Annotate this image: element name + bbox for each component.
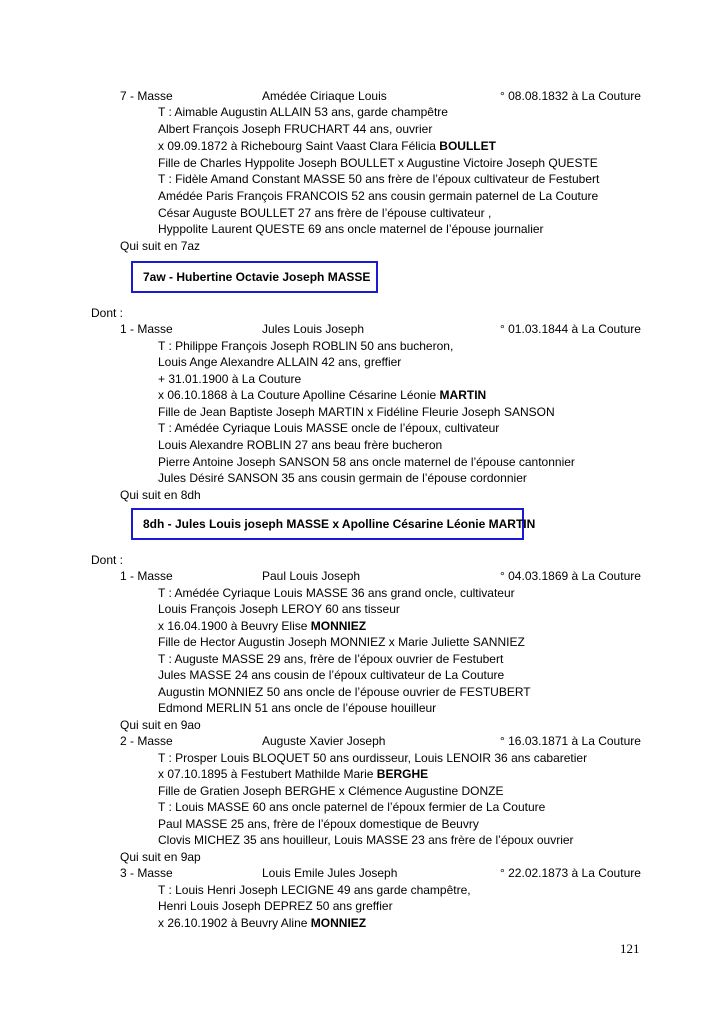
witness-line: Amédée Paris François FRANCOIS 52 ans cousin germain paternel de La Couture	[158, 189, 599, 203]
entry-birth: ° 22.02.1873 à La Couture	[500, 866, 641, 880]
marriage-line	[158, 916, 366, 931]
witness-line: Paul MASSE 25 ans, frère de l’époux domestique de Beuvry	[158, 817, 479, 831]
spouse-surname: MONNIEZ	[310, 916, 367, 930]
marriage-text: x 07.10.1895 à Festubert Mathilde Marie	[158, 767, 377, 781]
parents-line: Fille de Jean Baptiste Joseph MARTIN x Fidéline Fleurie Joseph SANSON	[158, 405, 555, 419]
section-heading-box	[131, 261, 378, 293]
entry-name: Louis Emile Jules Joseph	[262, 866, 398, 880]
witness-line: Louis François Joseph LEROY 60 ans tisseur	[158, 602, 400, 616]
witness-line: T : Louis Henri Joseph LECIGNE 49 ans garde champêtre,	[158, 883, 471, 897]
marriage-line	[158, 139, 496, 154]
witness-line: T : Louis MASSE 60 ans oncle paternel de l’époux fermier de La Couture	[158, 800, 546, 814]
spouse-surname: BOULLET	[439, 139, 496, 153]
entry-birth: ° 08.08.1832 à La Couture	[500, 89, 641, 103]
entry-number: 3 - Masse	[120, 866, 173, 880]
marriage-text: x 16.04.1900 à Beuvry Elise	[158, 619, 311, 633]
section-heading-box	[131, 508, 536, 540]
entry-birth: ° 16.03.1871 à La Couture	[500, 734, 641, 748]
entry-name: Auguste Xavier Joseph	[262, 734, 386, 748]
follow-reference: Qui suit en 8dh	[120, 488, 201, 502]
marriage-text: x 09.09.1872 à Richebourg Saint Vaast Clara Félicia	[158, 139, 440, 153]
witness-line: Louis Ange Alexandre ALLAIN 42 ans, greffier	[158, 355, 402, 369]
witness-line: Louis Alexandre ROBLIN 27 ans beau frère bucheron	[158, 438, 443, 452]
section-heading: 7aw - Hubertine Octavie Joseph MASSE	[143, 269, 371, 284]
witness-line: T : Amédée Cyriaque Louis MASSE oncle de l’époux, cultivateur	[158, 421, 500, 435]
dont-label: Dont :	[91, 306, 124, 320]
witness-line: T : Prosper Louis BLOQUET 50 ans ourdisseur, Louis LENOIR 36 ans cabaretier	[158, 751, 588, 765]
parents-line: Fille de Gratien Joseph BERGHE x Clémence Augustine DONZE	[158, 784, 504, 798]
entry-number: 1 - Masse	[120, 569, 173, 583]
witness-line: T : Auguste MASSE 29 ans, frère de l’époux ouvrier de Festubert	[158, 652, 504, 666]
witness-line: T : Philippe François Joseph ROBLIN 50 ans bucheron,	[158, 339, 454, 353]
page-number: 121	[620, 941, 640, 956]
section-heading: 8dh - Jules Louis joseph MASSE x Apolline Césarine Léonie MARTIN	[143, 516, 536, 531]
witness-line: T : Amédée Cyriaque Louis MASSE 36 ans grand oncle, cultivateur	[158, 586, 515, 600]
follow-reference: Qui suit en 9ap	[120, 850, 201, 864]
follow-reference: Qui suit en 7az	[120, 239, 201, 253]
witness-line: Edmond MERLIN 51 ans oncle de l’épouse houilleur	[158, 701, 437, 715]
entry-name: Amédée Ciriaque Louis	[262, 89, 387, 103]
follow-reference: Qui suit en 9ao	[120, 718, 201, 732]
entry-birth: ° 01.03.1844 à La Couture	[500, 322, 641, 336]
witness-line: Augustin MONNIEZ 50 ans oncle de l’épouse ouvrier de FESTUBERT	[158, 685, 531, 699]
witness-line: T : Aimable Augustin ALLAIN 53 ans, garde champêtre	[158, 105, 448, 119]
witness-line: Clovis MICHEZ 35 ans houilleur, Louis MASSE 23 ans frère de l’époux ouvrier	[158, 833, 574, 847]
witness-line: T : Fidèle Amand Constant MASSE 50 ans frère de l’époux cultivateur de Festubert	[158, 172, 600, 186]
marriage-line	[158, 388, 486, 403]
parents-line: Fille de Charles Hyppolite Joseph BOULLET x Augustine Victoire Joseph QUESTE	[158, 156, 598, 170]
witness-line: Jules Désiré SANSON 35 ans cousin germain de l’épouse cordonnier	[158, 471, 527, 485]
witness-line: Jules MASSE 24 ans cousin de l’époux cultivateur de La Couture	[158, 668, 505, 682]
witness-line: Henri Louis Joseph DEPREZ 50 ans greffier	[158, 899, 393, 913]
spouse-surname: BERGHE	[376, 767, 429, 781]
marriage-line	[158, 767, 428, 782]
spouse-surname: MONNIEZ	[310, 619, 367, 633]
witness-line: Albert François Joseph FRUCHART 44 ans, ouvrier	[158, 122, 433, 136]
dont-label: Dont :	[91, 553, 124, 567]
entry-number: 7 - Masse	[120, 89, 173, 103]
marriage-text: x 26.10.1902 à Beuvry Aline	[158, 916, 311, 930]
entry-number: 1 - Masse	[120, 322, 173, 336]
entry-birth: ° 04.03.1869 à La Couture	[500, 569, 641, 583]
spouse-surname: MARTIN	[439, 388, 487, 402]
entry-number: 2 - Masse	[120, 734, 173, 748]
marriage-line	[158, 619, 366, 634]
parents-line: Fille de Hector Augustin Joseph MONNIEZ x Marie Juliette SANNIEZ	[158, 635, 525, 649]
marriage-text: x 06.10.1868 à La Couture Apolline Césarine Léonie	[158, 388, 440, 402]
entry-name: Jules Louis Joseph	[262, 322, 365, 336]
death-line: + 31.01.1900 à La Couture	[158, 372, 302, 386]
witness-line: Hyppolite Laurent QUESTE 69 ans oncle maternel de l’épouse journalier	[158, 222, 544, 236]
witness-line: César Auguste BOULLET 27 ans frère de l’épouse cultivateur ,	[158, 206, 492, 220]
witness-line: Pierre Antoine Joseph SANSON 58 ans oncle maternel de l’épouse cantonnier	[158, 455, 575, 469]
entry-name: Paul Louis Joseph	[262, 569, 361, 583]
